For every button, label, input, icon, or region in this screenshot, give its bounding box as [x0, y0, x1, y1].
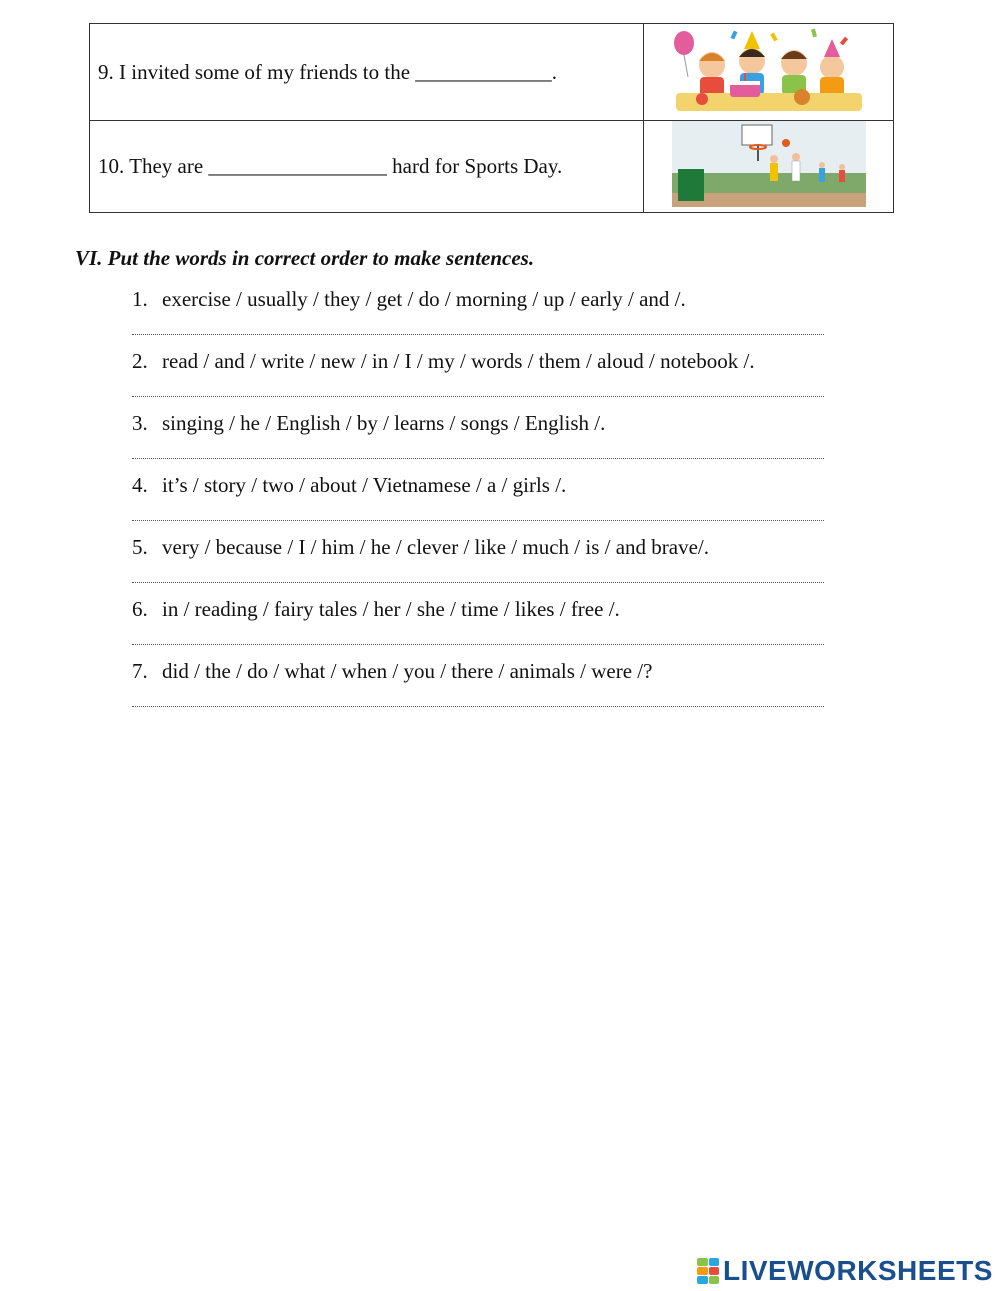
table-row — [90, 24, 894, 121]
item-number: 3. — [132, 411, 148, 435]
answer-line[interactable] — [132, 644, 824, 645]
sports-day-basketball-photo — [672, 121, 866, 207]
logo-text: LIVEWORKSHEETS — [723, 1255, 993, 1286]
answer-line[interactable] — [132, 520, 824, 521]
answer-line[interactable] — [132, 582, 824, 583]
sports-image-cell — [644, 121, 894, 213]
section-title: VI. Put the words in correct order to make sentences. — [75, 246, 535, 270]
item-number: 4. — [132, 473, 148, 497]
question-10: 10. They are _________________ hard for Sports Day. — [90, 121, 644, 213]
party-illustration — [672, 27, 866, 113]
list-item — [132, 344, 824, 406]
list-item — [132, 282, 824, 344]
list-item — [132, 654, 824, 716]
list-item — [132, 468, 824, 530]
liveworksheets-blocks-icon — [697, 1258, 719, 1284]
scrambled-words: exercise / usually / they / get / do / morning / up / early / and /. — [162, 287, 686, 311]
item-number: 2. — [132, 349, 148, 373]
answer-line[interactable] — [132, 458, 824, 459]
scrambled-words: singing / he / English / by / learns / songs / English /. — [162, 411, 606, 435]
list-item — [132, 530, 824, 592]
item-number: 1. — [132, 287, 148, 311]
scrambled-words: did / the / do / what / when / you / there / animals / were /? — [162, 659, 653, 683]
liveworksheets-logo[interactable] — [697, 1256, 993, 1286]
reorder-exercise-list — [132, 282, 824, 716]
scrambled-words: it’s / story / two / about / Vietnamese / a / girls /. — [162, 473, 567, 497]
answer-line[interactable] — [132, 334, 824, 335]
answer-line[interactable] — [132, 706, 824, 707]
scrambled-words: in / reading / fairy tales / her / she / time / likes / free /. — [162, 597, 620, 621]
item-number: 6. — [132, 597, 148, 621]
item-number: 7. — [132, 659, 148, 683]
answer-line[interactable] — [132, 396, 824, 397]
list-item — [132, 592, 824, 654]
item-number: 5. — [132, 535, 148, 559]
party-image-cell — [644, 24, 894, 121]
question-9: 9. I invited some of my friends to the _____________. — [90, 24, 644, 121]
scrambled-words: very / because / I / him / he / clever / like / much / is / and brave/. — [162, 535, 709, 559]
fill-in-table — [89, 23, 894, 213]
scrambled-words: read / and / write / new / in / I / my / words / them / aloud / notebook /. — [162, 349, 755, 373]
list-item — [132, 406, 824, 468]
table-row — [90, 121, 894, 213]
